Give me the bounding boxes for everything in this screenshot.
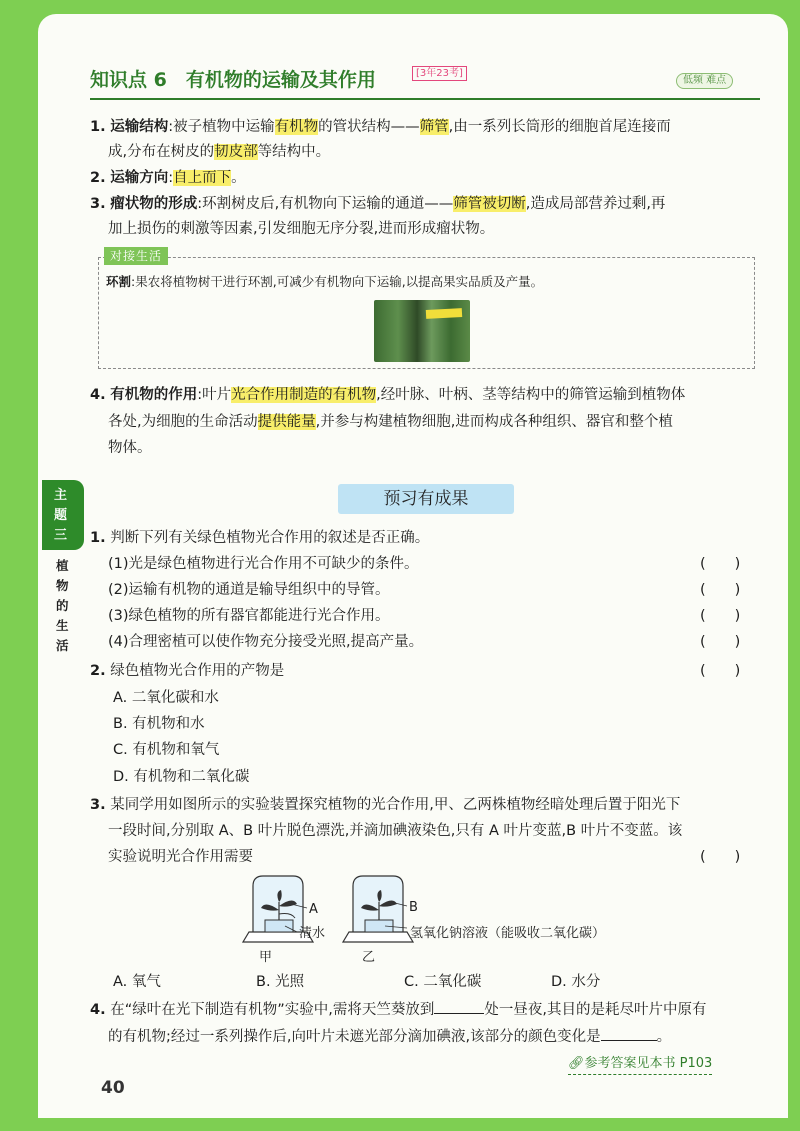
question-1-item: (1)光是绿色植物进行光合作用不可缺少的条件。: [108, 556, 419, 572]
question-4-stem-cont: 的有机物;经过一系列操作后,向叶片未遮光部分滴加碘液,该部分的颜色变化是 。: [108, 1026, 671, 1047]
theme-side-tab: 主 题 三: [42, 480, 84, 550]
question-1-item: (2)运输有机物的通道是输导组织中的导管。: [108, 582, 390, 598]
option[interactable]: C. 有机物和氧气: [113, 742, 220, 758]
knowledge-item-1: 1. 运输结构:被子植物中运输有机物的管状结构——筛管,由一系列长筒形的细胞首尾连接而: [90, 119, 671, 135]
question-4-stem: 4. 在“绿叶在光下制造有机物”实验中,需将天竺葵放到 处一昼夜,其目的是耗尽叶片中原有: [90, 999, 706, 1020]
knowledge-item-4-cont: 各处,为细胞的生命活动提供能量,并参与构建植物细胞,进而构成各种组织、器官和整个植: [108, 414, 673, 430]
theme-vertical-label: 植物的生活: [56, 558, 69, 653]
exam-frequency-tag: [3年23考]: [412, 66, 467, 81]
page-number: 40: [101, 1078, 125, 1098]
knowledge-item-3-cont: 加上损伤的刺激等因素,引发细胞无序分裂,进而形成瘤状物。: [108, 221, 495, 237]
question-3-stem-cont: 一段时间,分别取 A、B 叶片脱色漂洗,并滴加碘液染色,只有 A 叶片变蓝,B 叶片不变蓝。该: [108, 823, 683, 839]
girdle-ring: [426, 308, 462, 319]
option[interactable]: B. 有机物和水: [113, 716, 205, 732]
option[interactable]: B. 光照: [256, 974, 305, 990]
fill-blank[interactable]: [601, 1026, 657, 1041]
knowledge-item-4-end: 物体。: [108, 440, 152, 456]
label-naoh: 氢氧化钠溶液（能吸收二氧化碳）: [410, 926, 606, 941]
answer-bracket[interactable]: ( ): [700, 849, 741, 865]
question-3-stem: 3. 某同学用如图所示的实验装置探究植物的光合作用,甲、乙两株植物经暗处理后置于阳光下: [90, 797, 681, 813]
option[interactable]: D. 水分: [551, 974, 601, 990]
bell-jar-b: [343, 876, 413, 942]
answer-bracket[interactable]: ( ): [700, 608, 741, 624]
question-1-item: (4)合理密植可以使作物充分接受光照,提高产量。: [108, 634, 424, 650]
question-2-stem: 2. 绿色植物光合作用的产物是: [90, 663, 285, 679]
question-1-item: (3)绿色植物的所有器官都能进行光合作用。: [108, 608, 390, 624]
label-leaf-b: B: [409, 900, 418, 915]
option[interactable]: D. 有机物和二氧化碳: [113, 769, 250, 785]
knowledge-item-3: 3. 瘤状物的形成:环割树皮后,有机物向下运输的通道——筛管被切断,造成局部营养过剩,再: [90, 196, 666, 212]
section-heading: 知识点 6 有机物的运输及其作用: [90, 69, 376, 91]
difficulty-badge: 低频 难点: [676, 73, 733, 89]
option[interactable]: A. 二氧化碳和水: [113, 690, 219, 706]
link-icon: 🔗︎: [568, 1056, 585, 1071]
knowledge-item-1-cont: 成,分布在树皮的韧皮部等结构中。: [108, 144, 331, 160]
label-jia: 甲: [259, 950, 273, 965]
knowledge-item-4: 4. 有机物的作用:叶片光合作用制造的有机物,经叶脉、叶柄、茎等结构中的筛管运输到植物体: [90, 387, 686, 403]
fill-blank[interactable]: [434, 999, 484, 1014]
answer-bracket[interactable]: ( ): [700, 582, 741, 598]
answer-bracket[interactable]: ( ): [700, 556, 741, 572]
option[interactable]: A. 氧气: [113, 974, 161, 990]
knowledge-item-2: 2. 运输方向:自上而下。: [90, 170, 246, 186]
experiment-diagram: [235, 872, 435, 952]
answer-reference: 🔗︎参考答案见本书 P103: [568, 1054, 712, 1075]
heading-rule: [90, 98, 760, 100]
question-1-stem: 1. 判断下列有关绿色植物光合作用的叙述是否正确。: [90, 530, 430, 546]
answer-bracket[interactable]: ( ): [700, 634, 741, 650]
question-3-stem-end: 实验说明光合作用需要: [108, 849, 253, 865]
section-banner-title: 预习有成果: [383, 489, 469, 509]
label-leaf-a: A: [309, 902, 318, 917]
label-water: 清水: [299, 926, 326, 941]
life-connection-label: 对接生活: [104, 247, 168, 265]
answer-bracket[interactable]: ( ): [700, 663, 741, 679]
life-connection-text: 环割:果农将植物树干进行环割,可减少有机物向下运输,以提高果实品质及产量。: [106, 274, 544, 289]
option[interactable]: C. 二氧化碳: [404, 974, 482, 990]
label-yi: 乙: [362, 950, 376, 965]
